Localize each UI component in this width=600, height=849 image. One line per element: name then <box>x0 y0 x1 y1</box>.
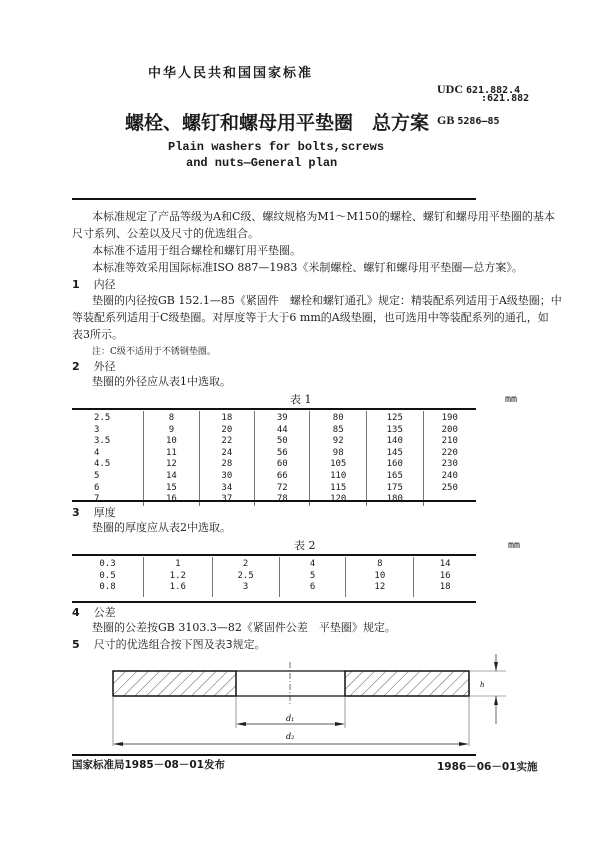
section-1-line2: 等装配系列适用于C级垫圈。对厚度等于大于6 mm的A级垫圈，也可选用中等装配系列的通孔，如 <box>72 311 549 324</box>
section-1-line3: 表3所示。 <box>72 328 123 341</box>
section-3-heading <box>72 504 116 520</box>
table-cell: 14 16 18 <box>414 557 476 597</box>
issuing-org: 中华人民共和国国家标准 <box>148 66 314 81</box>
label-d1: d₁ <box>286 714 295 723</box>
table-cell: 8 10 12 <box>346 557 414 597</box>
section-number: 5 <box>72 638 80 651</box>
document-title-en-line1: Plain washers for bolts,screws <box>168 140 385 154</box>
section-title: 尺寸的优选组合按下图及表3规定。 <box>93 638 266 651</box>
effective-date: 1986－06－01实施 <box>437 761 538 773</box>
table-cell: 80 85 92 98 105 110 115 <box>310 411 367 506</box>
section-number: 4 <box>72 606 80 619</box>
label-d2: d₂ <box>286 732 295 741</box>
label-h: h <box>480 681 485 689</box>
table-cell: 0.3 0.5 0.8 <box>99 559 116 593</box>
table-2-top-rule <box>72 554 476 556</box>
right-section-hatch <box>345 671 469 696</box>
gb-label: GB <box>437 113 455 127</box>
table-2-unit: mm <box>508 540 521 551</box>
udc-number-2: :621.882 <box>481 93 530 104</box>
table-cell: 1 1.2 1.6 <box>143 557 212 597</box>
section-2-heading <box>72 358 116 374</box>
table-cell: 2 2.5 3 <box>212 557 279 597</box>
table-1-top-rule <box>72 408 476 410</box>
table-cell: 18 20 22 24 28 30 34 <box>199 411 254 506</box>
section-title: 公差 <box>93 606 116 619</box>
udc-number: 621.882.4 <box>466 85 521 96</box>
table-cell: 190 200 210 220 230 240 250 <box>423 411 476 506</box>
table-1-unit: mm <box>505 394 518 405</box>
section-title: 外径 <box>93 360 116 373</box>
section-number: 1 <box>72 278 80 291</box>
section-number: 3 <box>72 506 80 519</box>
section-1-heading <box>72 276 116 292</box>
table-1-caption: 表 1 <box>290 393 312 406</box>
table-cell: 2.5 3 3.5 4 4.5 5 6 <box>94 413 111 493</box>
table-cell: 125 135 140 145 160 165 175 <box>367 411 424 506</box>
washer-cross-section-figure <box>90 650 530 750</box>
section-1-line1: 垫圈的内径按GB 152.1—85《紧固件 螺栓和螺钉通孔》规定：精装配系列适用于A级垫圈；中 <box>92 294 562 307</box>
table-1 <box>72 411 476 506</box>
left-section-hatch <box>113 671 236 696</box>
table-cell: 8 9 10 11 12 14 15 <box>144 411 199 506</box>
intro-paragraph-2: 本标准不适用于组合螺栓和螺钉用平垫圈。 <box>92 244 301 257</box>
table-cell: 39 44 50 56 60 66 72 <box>255 411 310 506</box>
table-2-bottom-rule <box>72 601 476 603</box>
gb-number: 5286—85 <box>457 116 500 127</box>
footer-divider <box>72 754 476 756</box>
gb-code <box>437 113 500 128</box>
section-4-heading <box>72 604 116 620</box>
table-cell: 4 5 6 <box>279 557 346 597</box>
udc-label: UDC <box>437 82 463 96</box>
section-4-line1: 垫圈的公差按GB 3103.3—82《紧固件公差 平垫圈》规定。 <box>92 621 396 634</box>
section-1-note: 注：C级不适用于不锈钢垫圈。 <box>92 347 216 357</box>
section-title: 厚度 <box>93 506 116 519</box>
issued-date: 国家标准局1985－08－01发布 <box>72 759 225 771</box>
intro-paragraph-1-line2: 尺寸系列、公差以及尺寸的优选组合。 <box>72 227 259 240</box>
document-title-en-line2: and nuts—General plan <box>186 156 338 170</box>
section-number: 2 <box>72 360 80 373</box>
table-row <box>72 557 476 597</box>
section-title: 内径 <box>93 278 116 291</box>
document-title-cn: 螺栓、螺钉和螺母用平垫圈 总方案 <box>125 112 430 134</box>
table-row <box>72 411 476 506</box>
header-divider <box>72 198 476 200</box>
table-2 <box>72 557 476 597</box>
table-2-caption: 表 2 <box>294 539 316 552</box>
intro-paragraph-1-line1: 本标准规定了产品等级为A和C级、螺纹规格为M1～M150的螺栓、螺钉和螺母用平垫圈的基本 <box>92 210 555 223</box>
section-2-line1: 垫圈的外径应从表1中选取。 <box>92 375 231 388</box>
intro-paragraph-3: 本标准等效采用国际标准ISO 887—1983《米制螺栓、螺钉和螺母用平垫圈—总方案》。 <box>92 261 523 274</box>
table-1-bottom-rule <box>72 500 476 502</box>
section-3-line1: 垫圈的厚度应从表2中选取。 <box>92 521 231 534</box>
